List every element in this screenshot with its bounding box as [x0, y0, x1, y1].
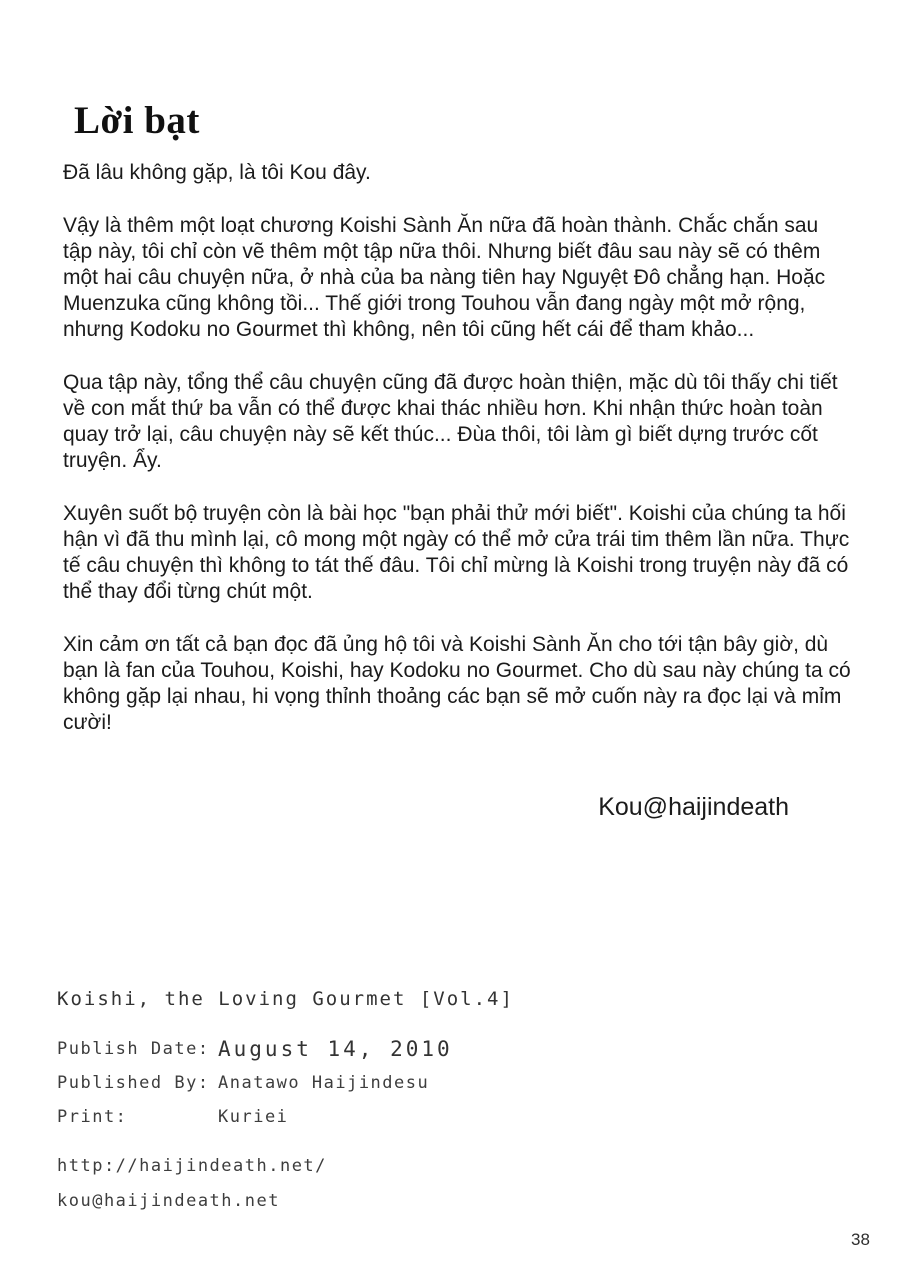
colophon-row-print: [57, 1107, 757, 1141]
paragraph: Xin cảm ơn tất cả bạn đọc đã ủng hộ tôi và Koishi Sành Ăn cho tới tận bây giờ, dù bạn là fan của Touhou, Koishi, hay Kodoku no Gourmet. Cho dù sau này chúng ta có không gặp lại nhau, hi vọng thỉnh thoảng các bạn sẽ mở cuốn này ra đọc lại và mỉm cười!: [63, 633, 851, 734]
contact-email: kou@haijindeath.net: [57, 1191, 280, 1211]
print-value: Kuriei: [218, 1107, 289, 1127]
colophon: [57, 988, 757, 1211]
colophon-row-publish-date: [57, 1039, 757, 1073]
publish-date-label: Publish Date:: [57, 1039, 210, 1059]
author-signature-text: Kou@haijindeath: [598, 793, 789, 821]
page-number: 38: [851, 1230, 870, 1249]
publish-date-value: August 14, 2010: [218, 1037, 453, 1061]
paragraph: Qua tập này, tổng thể câu chuyện cũng đã được hoàn thiện, mặc dù tôi thấy chi tiết về con mắt thứ ba vẫn có thể được khai thác nhiều hơn. Khi nhận thức hoàn toàn quay trở lại, câu chuyện này sẽ kết thúc... Đùa thôi, tôi làm gì biết dựng trước cốt truyện. Ẩy.: [63, 371, 838, 472]
paragraph: Xuyên suốt bộ truyện còn là bài học "bạn phải thử mới biết". Koishi của chúng ta hối hận vì đã thu mình lại, cô mong một ngày có thể mở cửa trái tim thêm lần nữa. Thực tế câu chuyện thì không to tát thế đâu. Tôi chỉ mừng là Koishi trong truyện này đã có thể thay đổi từng chút một.: [63, 502, 850, 603]
afterword-body: [63, 160, 851, 763]
published-by-label: Published By:: [57, 1073, 210, 1093]
print-label: Print:: [57, 1107, 128, 1127]
page-title: Lời bạt: [74, 99, 200, 143]
paragraph: Vậy là thêm một loạt chương Koishi Sành Ăn nữa đã hoàn thành. Chắc chắn sau tập này, tôi chỉ còn vẽ thêm một tập nữa thôi. Nhưng biết đâu sau này sẽ có thêm một hai câu chuyện nữa, ở nhà của ba nàng tiên hay Nguyệt Đô chẳng hạn. Hoặc Muenzuka cũng không tồi... Thế giới trong Touhou vẫn đang ngày một mở rộng, nhưng Kodoku no Gourmet thì không, nên tôi cũng hết cái để tham khảo...: [63, 214, 826, 341]
book-title: Koishi, the Loving Gourmet [Vol.4]: [57, 988, 514, 1010]
website-url: http://haijindeath.net/: [57, 1156, 327, 1176]
colophon-row-published-by: [57, 1073, 757, 1107]
published-by-value: Anatawo Haijindesu: [218, 1073, 430, 1093]
paragraph: Đã lâu không gặp, là tôi Kou đây.: [63, 161, 371, 184]
author-signature: [63, 793, 851, 822]
